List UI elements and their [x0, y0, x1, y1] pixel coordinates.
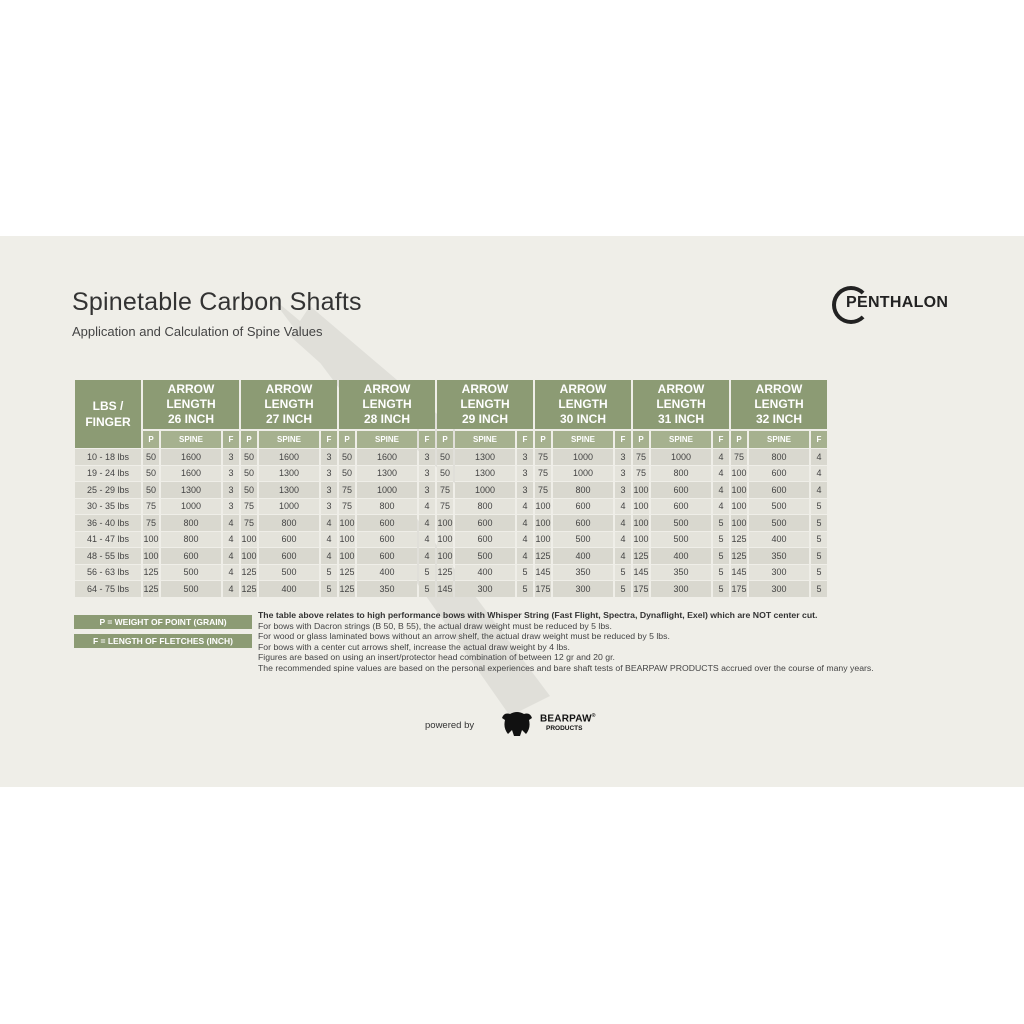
spine-cell: 1600: [259, 448, 319, 465]
lbs-header-line: LBS /: [92, 399, 124, 413]
point-weight-cell: 50: [437, 448, 453, 465]
arrow-length-header-line: 28 INCH: [363, 412, 410, 427]
page-title: Spinetable Carbon Shafts: [72, 288, 362, 316]
table-row: [75, 580, 827, 597]
spine-cell: 500: [651, 531, 711, 548]
fletch-length-cell: 4: [419, 498, 435, 515]
fletch-length-cell: 4: [615, 498, 631, 515]
spine-chart-panel: [0, 236, 1024, 787]
point-weight-cell: 75: [437, 498, 453, 515]
point-weight-cell: 50: [241, 448, 257, 465]
fletch-length-cell: 4: [223, 531, 239, 548]
sub-header: SPINE: [553, 429, 613, 448]
note-line: For bows with a center cut arrows shelf, increase the actual draw weight by 4 lbs.: [258, 641, 570, 652]
point-weight-cell: 75: [241, 498, 257, 515]
fletch-length-cell: 3: [419, 481, 435, 498]
point-weight-cell: 50: [143, 448, 159, 465]
fletch-length-cell: 3: [223, 448, 239, 465]
lbs-cell: 25 - 29 lbs: [75, 481, 141, 498]
point-weight-cell: 100: [535, 498, 551, 515]
spine-cell: 800: [161, 531, 221, 548]
point-weight-cell: 125: [143, 580, 159, 597]
point-weight-cell: 50: [143, 481, 159, 498]
sub-header: F: [713, 429, 729, 448]
spine-cell: 1600: [357, 448, 417, 465]
arrow-length-header: [633, 380, 729, 429]
fletch-length-cell: 4: [811, 481, 827, 498]
fletch-length-cell: 5: [811, 514, 827, 531]
spine-cell: 1300: [259, 465, 319, 482]
spine-cell: 800: [357, 498, 417, 515]
fletch-length-cell: 5: [615, 580, 631, 597]
spine-cell: 1000: [455, 481, 515, 498]
fletch-length-cell: 3: [223, 498, 239, 515]
arrow-length-header: [339, 380, 435, 429]
powered-by-label: powered by: [425, 720, 475, 731]
point-weight-cell: 100: [633, 498, 649, 515]
sub-header: SPINE: [357, 429, 417, 448]
spine-cell: 600: [651, 481, 711, 498]
fletch-length-cell: 3: [321, 465, 337, 482]
point-weight-cell: 125: [241, 564, 257, 581]
fletch-length-cell: 4: [321, 531, 337, 548]
spine-cell: 600: [357, 547, 417, 564]
point-weight-cell: 75: [633, 465, 649, 482]
page-subtitle: Application and Calculation of Spine Values: [72, 324, 323, 339]
lbs-cell: 64 - 75 lbs: [75, 580, 141, 597]
lbs-cell: 30 - 35 lbs: [75, 498, 141, 515]
sub-header: P: [731, 429, 747, 448]
spine-cell: 350: [651, 564, 711, 581]
arrow-length-header-line: 26 INCH: [167, 412, 214, 427]
point-weight-cell: 100: [731, 514, 747, 531]
spine-cell: 600: [455, 531, 515, 548]
arrow-length-header: [143, 380, 239, 429]
fletch-length-cell: 4: [713, 498, 729, 515]
spine-cell: 1300: [455, 465, 515, 482]
fletch-length-cell: 4: [713, 448, 729, 465]
fletch-length-cell: 5: [517, 580, 533, 597]
fletch-length-cell: 3: [615, 481, 631, 498]
point-weight-cell: 75: [339, 481, 355, 498]
point-weight-cell: 100: [633, 514, 649, 531]
point-weight-cell: 50: [437, 465, 453, 482]
sub-header: SPINE: [749, 429, 809, 448]
point-weight-cell: 145: [535, 564, 551, 581]
fletch-length-cell: 4: [517, 498, 533, 515]
fletch-length-cell: 5: [517, 564, 533, 581]
table-row: [75, 481, 827, 498]
point-weight-cell: 100: [143, 531, 159, 548]
point-weight-cell: 125: [143, 564, 159, 581]
sub-header: P: [535, 429, 551, 448]
fletch-length-cell: 3: [321, 498, 337, 515]
sub-header: F: [517, 429, 533, 448]
lbs-cell: 10 - 18 lbs: [75, 448, 141, 465]
spine-cell: 400: [749, 531, 809, 548]
spine-cell: 350: [357, 580, 417, 597]
fletch-length-cell: 4: [321, 547, 337, 564]
sub-header: F: [321, 429, 337, 448]
spine-cell: 600: [455, 514, 515, 531]
fletch-length-cell: 3: [615, 465, 631, 482]
fletch-length-cell: 5: [615, 564, 631, 581]
point-weight-cell: 100: [339, 514, 355, 531]
legend-f: F = LENGTH OF FLETCHES (INCH): [74, 634, 252, 648]
spine-cell: 400: [357, 564, 417, 581]
arrow-length-header: [241, 380, 337, 429]
spine-cell: 500: [749, 514, 809, 531]
arrow-length-header-line: ARROW LENGTH: [656, 382, 706, 412]
fletch-length-cell: 5: [713, 564, 729, 581]
fletch-length-cell: 3: [321, 481, 337, 498]
fletch-length-cell: 3: [419, 448, 435, 465]
spine-cell: 500: [749, 498, 809, 515]
spine-cell: 600: [749, 465, 809, 482]
spine-cell: 800: [651, 465, 711, 482]
brand-name: PENTHALON: [846, 294, 949, 311]
point-weight-cell: 125: [731, 547, 747, 564]
spine-cell: 400: [455, 564, 515, 581]
table-row: [75, 531, 827, 548]
arrow-length-header-line: 32 INCH: [755, 412, 802, 427]
spine-cell: 600: [161, 547, 221, 564]
fletch-length-cell: 3: [615, 448, 631, 465]
spine-cell: 1000: [553, 448, 613, 465]
fletch-length-cell: 5: [419, 580, 435, 597]
point-weight-cell: 125: [339, 564, 355, 581]
table-row: [75, 514, 827, 531]
spine-cell: 600: [651, 498, 711, 515]
point-weight-cell: 50: [143, 465, 159, 482]
point-weight-cell: 100: [241, 547, 257, 564]
notes: [258, 610, 998, 674]
point-weight-cell: 100: [731, 465, 747, 482]
spine-cell: 1300: [259, 481, 319, 498]
sub-header: SPINE: [259, 429, 319, 448]
point-weight-cell: 100: [731, 498, 747, 515]
arrow-length-header-line: ARROW LENGTH: [166, 382, 216, 412]
fletch-length-cell: 3: [517, 465, 533, 482]
fletch-length-cell: 4: [615, 531, 631, 548]
fletch-length-cell: 4: [223, 514, 239, 531]
spine-cell: 1000: [651, 448, 711, 465]
fletch-length-cell: 5: [811, 531, 827, 548]
spine-cell: 600: [553, 514, 613, 531]
lbs-cell: 41 - 47 lbs: [75, 531, 141, 548]
point-weight-cell: 125: [633, 547, 649, 564]
point-weight-cell: 50: [241, 481, 257, 498]
arrow-length-header: [535, 380, 631, 429]
spine-cell: 300: [749, 580, 809, 597]
fletch-length-cell: 4: [419, 514, 435, 531]
point-weight-cell: 125: [241, 580, 257, 597]
note-line: Figures are based on using an insert/protector head combination of between 12 gr and 20 gr.: [258, 652, 615, 663]
spine-cell: 800: [259, 514, 319, 531]
spine-cell: 800: [749, 448, 809, 465]
arrow-length-header-line: ARROW LENGTH: [362, 382, 412, 412]
point-weight-cell: 175: [535, 580, 551, 597]
fletch-length-cell: 4: [419, 531, 435, 548]
spine-cell: 1300: [455, 448, 515, 465]
point-weight-cell: 145: [731, 564, 747, 581]
spine-cell: 1300: [161, 481, 221, 498]
point-weight-cell: 175: [731, 580, 747, 597]
sub-header: P: [437, 429, 453, 448]
arrow-length-header-line: 31 INCH: [657, 412, 704, 427]
note-line: For wood or glass laminated bows without an arrow shelf, the actual draw weight must be reduced by 5 lbs.: [258, 631, 670, 642]
table-row: [75, 465, 827, 482]
sub-header: P: [143, 429, 159, 448]
spine-cell: 400: [553, 547, 613, 564]
spine-cell: 800: [455, 498, 515, 515]
arrow-length-header: [731, 380, 827, 429]
lbs-cell: 48 - 55 lbs: [75, 547, 141, 564]
spine-cell: 1000: [161, 498, 221, 515]
point-weight-cell: 75: [143, 514, 159, 531]
point-weight-cell: 100: [633, 481, 649, 498]
spine-cell: 800: [161, 514, 221, 531]
spine-cell: 400: [651, 547, 711, 564]
fletch-length-cell: 5: [811, 564, 827, 581]
fletch-length-cell: 4: [713, 465, 729, 482]
spine-cell: 500: [161, 564, 221, 581]
sub-header: P: [339, 429, 355, 448]
sub-header: SPINE: [161, 429, 221, 448]
fletch-length-cell: 5: [713, 531, 729, 548]
fletch-length-cell: 4: [321, 514, 337, 531]
arrow-length-header-line: 27 INCH: [265, 412, 312, 427]
point-weight-cell: 75: [535, 465, 551, 482]
fletch-length-cell: 4: [713, 481, 729, 498]
spine-cell: 350: [553, 564, 613, 581]
partner-name: BEARPAW®: [540, 713, 596, 725]
point-weight-cell: 50: [339, 465, 355, 482]
lbs-finger-header: [75, 380, 141, 448]
spine-cell: 800: [553, 481, 613, 498]
bearpaw-logo: [500, 710, 620, 740]
spine-cell: 600: [357, 514, 417, 531]
spine-cell: 500: [651, 514, 711, 531]
fletch-length-cell: 4: [517, 514, 533, 531]
sub-header: SPINE: [651, 429, 711, 448]
spine-cell: 600: [749, 481, 809, 498]
point-weight-cell: 100: [535, 514, 551, 531]
note-line: The recommended spine values are based on the personal experiences and bare shaft tests of BEARPAW PRODUCTS accrued over the course of many years.: [258, 662, 874, 673]
fletch-length-cell: 4: [811, 448, 827, 465]
point-weight-cell: 100: [437, 531, 453, 548]
point-weight-cell: 75: [633, 448, 649, 465]
spine-cell: 600: [259, 531, 319, 548]
point-weight-cell: 100: [731, 481, 747, 498]
fletch-length-cell: 4: [517, 547, 533, 564]
point-weight-cell: 75: [731, 448, 747, 465]
fletch-length-cell: 3: [223, 465, 239, 482]
sub-header: SPINE: [455, 429, 515, 448]
arrow-length-header-line: ARROW LENGTH: [558, 382, 608, 412]
note-line: The table above relates to high performance bows with Whisper String (Fast Flight, Spectra, Dynaflight, Exel) which are NOT center cut.: [258, 610, 818, 620]
spine-cell: 1600: [161, 465, 221, 482]
spine-cell: 1000: [357, 481, 417, 498]
point-weight-cell: 125: [535, 547, 551, 564]
spine-cell: 300: [651, 580, 711, 597]
spine-cell: 500: [455, 547, 515, 564]
point-weight-cell: 50: [241, 465, 257, 482]
arrow-length-header-line: 29 INCH: [461, 412, 508, 427]
spine-cell: 600: [553, 498, 613, 515]
note-line: For bows with Dacron strings (B 50, B 55), the actual draw weight must be reduced by 5 lbs.: [258, 620, 612, 631]
fletch-length-cell: 5: [321, 580, 337, 597]
point-weight-cell: 145: [633, 564, 649, 581]
spine-cell: 1600: [161, 448, 221, 465]
registered-mark: ®: [591, 713, 596, 719]
fletch-length-cell: 4: [811, 465, 827, 482]
point-weight-cell: 125: [437, 564, 453, 581]
fletch-length-cell: 4: [419, 547, 435, 564]
fletch-length-cell: 3: [419, 465, 435, 482]
arrow-length-header-line: 30 INCH: [559, 412, 606, 427]
lbs-header-line: FINGER: [85, 415, 131, 429]
point-weight-cell: 125: [731, 531, 747, 548]
sub-header: P: [633, 429, 649, 448]
fletch-length-cell: 5: [811, 498, 827, 515]
spine-cell: 300: [553, 580, 613, 597]
lbs-cell: 36 - 40 lbs: [75, 514, 141, 531]
table-row: [75, 564, 827, 581]
lbs-cell: 56 - 63 lbs: [75, 564, 141, 581]
point-weight-cell: 75: [535, 448, 551, 465]
point-weight-cell: 100: [437, 547, 453, 564]
spine-cell: 500: [259, 564, 319, 581]
point-weight-cell: 75: [241, 514, 257, 531]
table-row: [75, 498, 827, 515]
spine-cell: 1300: [357, 465, 417, 482]
point-weight-cell: 125: [339, 580, 355, 597]
fletch-length-cell: 3: [321, 448, 337, 465]
sub-header: F: [615, 429, 631, 448]
point-weight-cell: 100: [633, 531, 649, 548]
point-weight-cell: 100: [241, 531, 257, 548]
fletch-length-cell: 4: [615, 514, 631, 531]
point-weight-cell: 75: [437, 481, 453, 498]
spine-cell: 400: [259, 580, 319, 597]
bearpaw-logo-icon: [500, 710, 534, 738]
point-weight-cell: 175: [633, 580, 649, 597]
arrow-length-header-line: ARROW LENGTH: [264, 382, 314, 412]
fletch-length-cell: 4: [517, 531, 533, 548]
lbs-cell: 19 - 24 lbs: [75, 465, 141, 482]
arrow-length-header-line: ARROW LENGTH: [460, 382, 510, 412]
fletch-length-cell: 5: [811, 580, 827, 597]
spine-cell: 500: [161, 580, 221, 597]
spine-cell: 1000: [553, 465, 613, 482]
arrow-length-header: [437, 380, 533, 429]
spine-table: [73, 380, 829, 597]
arrow-length-header-line: ARROW LENGTH: [754, 382, 804, 412]
table-row: [75, 448, 827, 465]
fletch-length-cell: 4: [223, 580, 239, 597]
point-weight-cell: 75: [339, 498, 355, 515]
fletch-length-cell: 3: [517, 448, 533, 465]
fletch-length-cell: 4: [223, 547, 239, 564]
sub-header: F: [419, 429, 435, 448]
spine-cell: 600: [259, 547, 319, 564]
point-weight-cell: 75: [535, 481, 551, 498]
fletch-length-cell: 4: [223, 564, 239, 581]
spine-cell: 600: [357, 531, 417, 548]
sub-header: P: [241, 429, 257, 448]
spine-cell: 1000: [259, 498, 319, 515]
sub-header: F: [811, 429, 827, 448]
table-row: [75, 547, 827, 564]
fletch-length-cell: 3: [223, 481, 239, 498]
fletch-length-cell: 3: [517, 481, 533, 498]
point-weight-cell: 145: [437, 580, 453, 597]
point-weight-cell: 100: [143, 547, 159, 564]
fletch-length-cell: 5: [811, 547, 827, 564]
fletch-length-cell: 5: [713, 514, 729, 531]
sub-header: F: [223, 429, 239, 448]
spine-cell: 350: [749, 547, 809, 564]
point-weight-cell: 100: [437, 514, 453, 531]
spine-cell: 300: [455, 580, 515, 597]
point-weight-cell: 75: [143, 498, 159, 515]
legend-p: P = WEIGHT OF POINT (GRAIN): [74, 615, 252, 629]
point-weight-cell: 100: [535, 531, 551, 548]
fletch-length-cell: 5: [419, 564, 435, 581]
spine-cell: 500: [553, 531, 613, 548]
point-weight-cell: 50: [339, 448, 355, 465]
point-weight-cell: 100: [339, 531, 355, 548]
point-weight-cell: 100: [339, 547, 355, 564]
fletch-length-cell: 5: [713, 580, 729, 597]
fletch-length-cell: 4: [615, 547, 631, 564]
partner-sub: PRODUCTS: [546, 725, 583, 732]
fletch-length-cell: 5: [713, 547, 729, 564]
spine-cell: 300: [749, 564, 809, 581]
fletch-length-cell: 5: [321, 564, 337, 581]
